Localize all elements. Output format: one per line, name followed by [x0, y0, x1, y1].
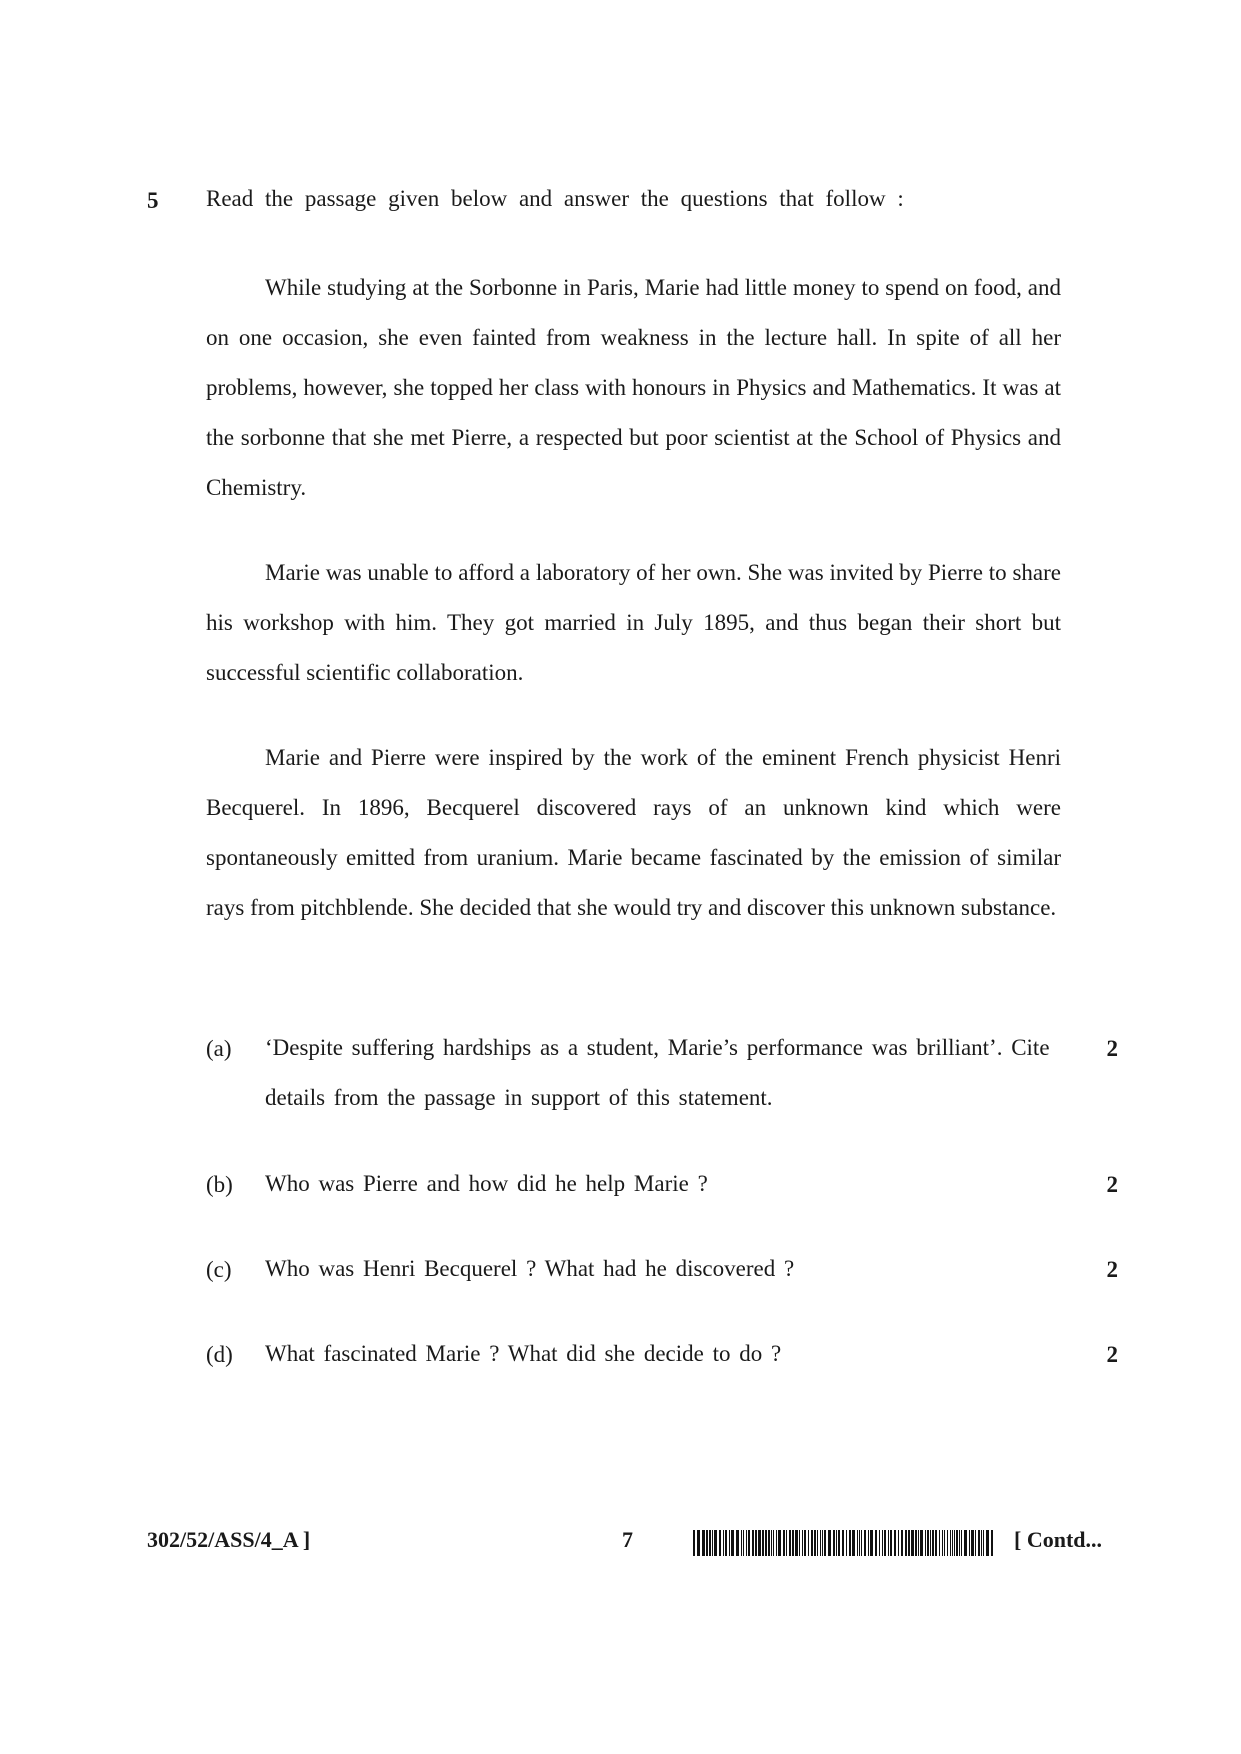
sub-question-text: What fascinated Marie ? What did she decide to do ?	[265, 1341, 782, 1366]
sub-question-text: Who was Henri Becquerel ? What had he discovered ?	[265, 1256, 795, 1281]
passage-paragraph-3: Marie and Pierre were inspired by the work of the eminent French physicist Henri Becquerel. In 1896, Becquerel discovered rays of an unknown kind which were spontaneously emitted from uranium. Marie became fascinated by the emission of similar rays from pitchblende. She decided that she would try and discover this unknown substance.	[206, 745, 1061, 920]
sub-question-label: (a)	[206, 1036, 232, 1061]
sub-question-label: (c)	[206, 1257, 232, 1282]
question-number: 5	[147, 188, 159, 213]
paper-code: 302/52/ASS/4_A ]	[147, 1527, 311, 1552]
sub-question-marks: 2	[1106, 1342, 1118, 1367]
page-number: 7	[622, 1527, 633, 1552]
sub-question-text: Who was Pierre and how did he help Marie ?	[265, 1171, 708, 1196]
sub-question-marks: 2	[1106, 1257, 1118, 1282]
sub-question-label: (b)	[206, 1172, 233, 1197]
continued-marker: [ Contd...	[1014, 1527, 1103, 1552]
question-instruction: Read the passage given below and answer the questions that follow :	[206, 186, 904, 211]
barcode-image	[693, 1530, 995, 1556]
sub-question-text: ‘Despite suffering hardships as a student, Marie’s performance was brilliant’. Cite details from the passage in support of this statement.	[265, 1035, 1050, 1110]
sub-question-label: (d)	[206, 1342, 233, 1367]
sub-question-marks: 2	[1106, 1036, 1118, 1061]
sub-question-marks: 2	[1106, 1172, 1118, 1197]
passage-paragraph-2: Marie was unable to afford a laboratory of her own. She was invited by Pierre to share his workshop with him. They got married in July 1895, and thus began their short but successful scientific collaboration.	[206, 560, 1061, 685]
passage-paragraph-1: While studying at the Sorbonne in Paris, Marie had little money to spend on food, and on one occasion, she even fainted from weakness in the lecture hall. In spite of all her problems, however, she topped her class with honours in Physics and Mathematics. It was at the sorbonne that she met Pierre, a respected but poor scientist at the School of Physics and Chemistry.	[206, 275, 1061, 500]
